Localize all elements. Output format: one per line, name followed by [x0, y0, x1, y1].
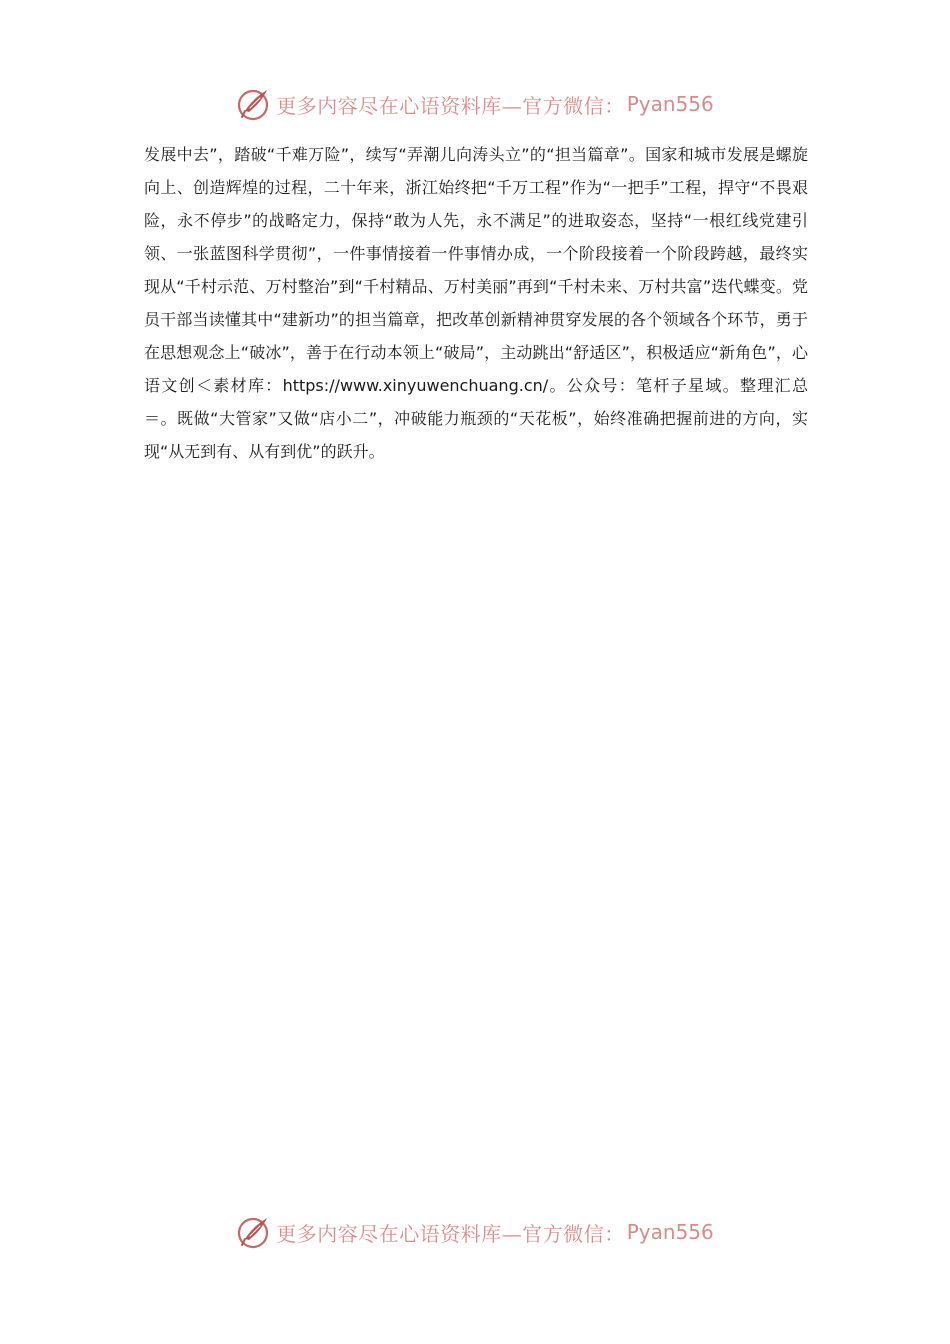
banner-handle: Pyan556: [626, 1220, 714, 1244]
footer-banner: [0, 1210, 950, 1254]
banner-text: 更多内容尽在心语资料库—官方微信：: [276, 93, 625, 118]
header-banner: [0, 82, 950, 126]
banner-handle: Pyan556: [626, 92, 714, 116]
banner-text: 更多内容尽在心语资料库—官方微信：: [276, 1221, 625, 1246]
quill-pen-logo-icon: [236, 1214, 272, 1250]
quill-pen-logo-icon: [236, 86, 272, 122]
body-paragraph: 发展中去”，踏破“千难万险”，续写“弄潮儿向涛头立”的“担当篇章”。国家和城市发展是螺旋向上、创造辉煌的过程，二十年来，浙江始终把“千万工程”作为“一把手”工程，捍守“不畏艰险，永不停步”的战略定力，保持“敢为人先，永不满足”的进取姿态，坚持“一根红线党建引领、一张蓝图科学贯彻”，一件事情接着一件事情办成，一个阶段接着一个阶段跨越，最终实现从“千村示范、万村整治”到“千村精品、万村美丽”再到“千村未来、万村共富”迭代蝶变。党员干部当读懂其中“建新功”的担当篇章，把改革创新精神贯穿发展的各个领域各个环节，勇于在思想观念上“破冰”，善于在行动本领上“破局”，主动跳出“舒适区”，积极适应“新角色”，心语文创＜素材库：https://www.xinyuwenchuang.cn/。公众号：笔杆子星域。整理汇总＝。既做“大管家”又做“店小二”，冲破能力瓶颈的“天花板”，始终准确把握前进的方向，实现“从无到有、从有到优”的跃升。: [144, 145, 808, 461]
